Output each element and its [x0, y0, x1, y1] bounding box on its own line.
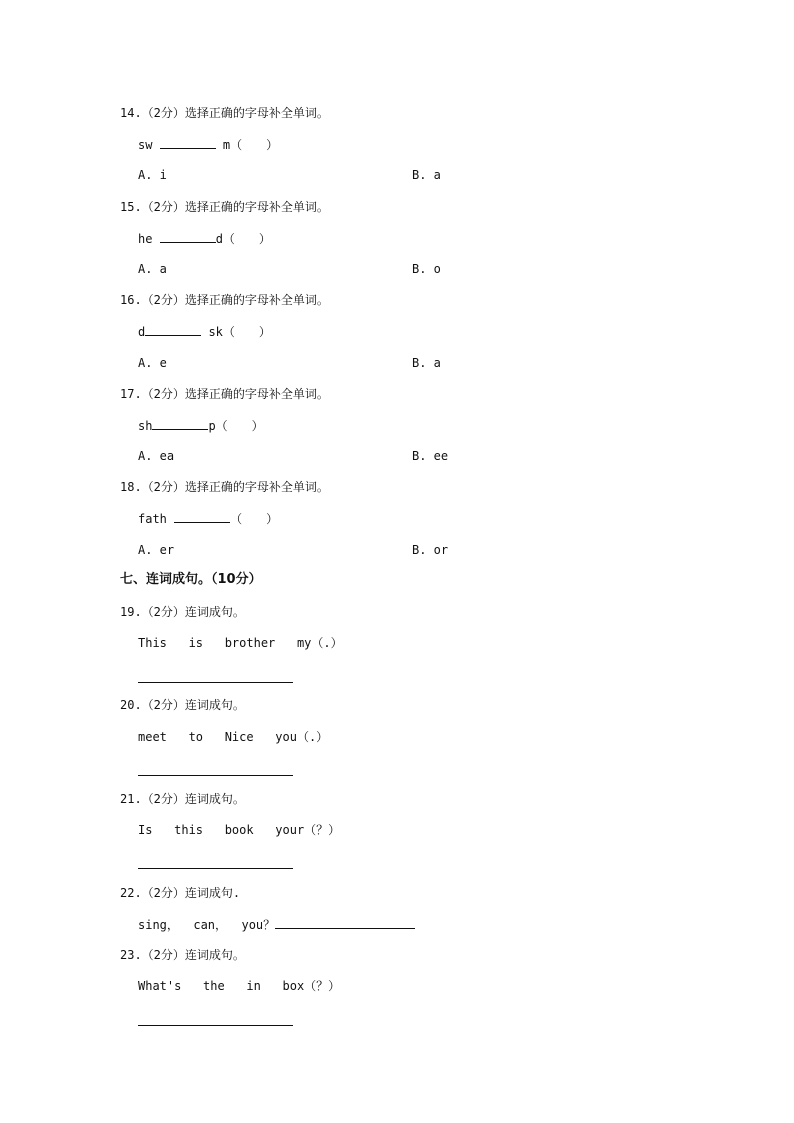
word-prefix: he [138, 232, 160, 246]
answer-blank[interactable] [152, 417, 208, 430]
word-prefix: d [138, 325, 146, 339]
answer-line[interactable] [138, 682, 293, 683]
word-suffix: （ ） [230, 512, 279, 526]
question-17-stem: 17.（2分）选择正确的字母补全单词。 [120, 387, 329, 401]
question-16-word [138, 323, 271, 340]
question-21-stem: 21.（2分）连词成句。 [120, 792, 245, 806]
section-heading: 七、连词成句。（10分） [120, 572, 262, 587]
answer-line[interactable] [138, 775, 293, 776]
answer-line[interactable] [138, 1025, 293, 1026]
question-14-word [138, 136, 278, 153]
question-14-option-b[interactable]: B. a [412, 168, 441, 182]
question-23-words: What's the in box（？） [138, 979, 341, 993]
question-15-option-a[interactable]: A. a [138, 262, 167, 276]
question-16-option-a[interactable]: A. e [138, 356, 167, 370]
question-22-words [138, 916, 415, 933]
question-14-option-a[interactable]: A. i [138, 168, 167, 182]
question-17-option-a[interactable]: A. ea [138, 449, 175, 463]
question-18-option-a[interactable]: A. er [138, 543, 175, 557]
question-21-words: Is this book your（？） [138, 823, 341, 837]
question-15-stem: 15.（2分）选择正确的字母补全单词。 [120, 200, 329, 214]
question-17-option-b[interactable]: B. ee [412, 449, 449, 463]
word-suffix: p（ ） [208, 419, 264, 433]
answer-blank[interactable] [160, 230, 216, 243]
word-suffix: sk（ ） [201, 325, 271, 339]
word-list: sing， can， you？ [138, 918, 276, 932]
word-prefix: sh [138, 419, 153, 433]
question-19-stem: 19.（2分）连词成句。 [120, 605, 245, 619]
question-14-stem: 14.（2分）选择正确的字母补全单词。 [120, 106, 329, 120]
word-prefix: sw [138, 138, 160, 152]
word-suffix: d（ ） [215, 232, 271, 246]
question-18-option-b[interactable]: B. or [412, 543, 449, 557]
answer-blank[interactable] [174, 510, 230, 523]
question-15-option-b[interactable]: B. o [412, 262, 441, 276]
question-20-stem: 20.（2分）连词成句。 [120, 698, 245, 712]
question-16-option-b[interactable]: B. a [412, 356, 441, 370]
question-20-words: meet to Nice you（.） [138, 730, 329, 744]
question-19-words: This is brother my（.） [138, 636, 343, 650]
question-18-stem: 18.（2分）选择正确的字母补全单词。 [120, 480, 329, 494]
question-23-stem: 23.（2分）连词成句。 [120, 948, 245, 962]
answer-blank[interactable] [160, 136, 216, 149]
question-17-word [138, 417, 264, 434]
answer-line[interactable] [138, 868, 293, 869]
word-suffix: m（ ） [215, 138, 279, 152]
question-18-word [138, 510, 278, 527]
question-22-stem: 22.（2分）连词成句. [120, 886, 241, 900]
question-16-stem: 16.（2分）选择正确的字母补全单词。 [120, 293, 329, 307]
question-15-word [138, 230, 271, 247]
answer-blank[interactable] [275, 916, 415, 929]
word-prefix: fath [138, 512, 175, 526]
answer-blank[interactable] [145, 323, 201, 336]
